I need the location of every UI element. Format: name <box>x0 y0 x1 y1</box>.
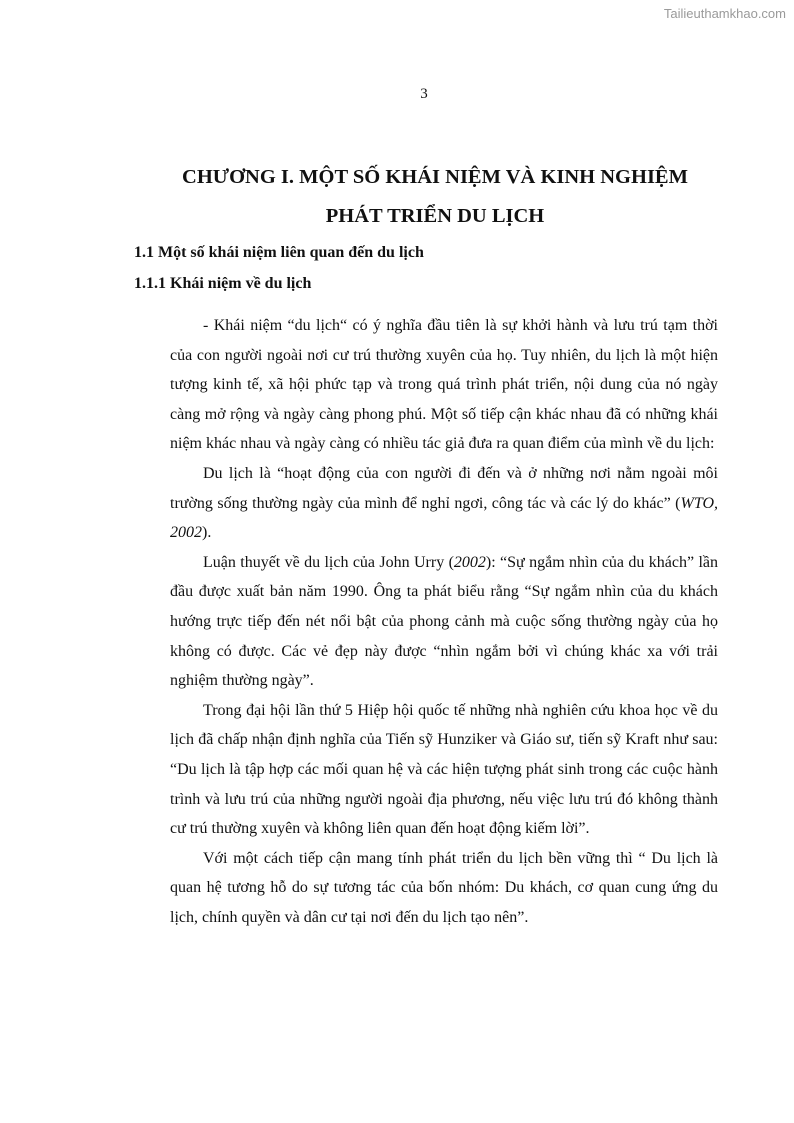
paragraph-3-rest: ): “Sự ngắm nhìn của du khách” lần đầu được xuất bản năm 1990. Ông ta phát biểu rằng “Sự ngắm nhìn của du khách hướng trực tiếp đến nét nổi bật của phong cảnh mà cuộc sống thường ngày của họ không có được. Các vẻ đẹp này được “nhìn ngắm bởi vì chúng khác xa với trải nghiệm thường ngày”. <box>170 553 718 690</box>
chapter-title <box>120 158 750 236</box>
paragraph-2-citation: WTO, 2002 <box>170 494 718 542</box>
page-number: 3 <box>420 86 428 102</box>
paragraph-4: Trong đại hội lần thứ 5 Hiệp hội quốc tế những nhà nghiên cứu khoa học về du lịch đã chấp nhận định nghĩa của Tiến sỹ Hunziker và Giáo sư, tiến sỹ Kraft như sau: “Du lịch là tập hợp các mối quan hệ và các hiện tượng phát sinh trong các cuộc hành trình và lưu trú của những người ngoài địa phương, nếu việc lưu trú đó không thành cư trú thường xuyên và không liên quan đến hoạt động kiếm lời”. <box>170 701 718 838</box>
paragraph-3-start: Luận thuyết về du lịch của John Urry ( <box>203 553 454 571</box>
paragraph-2-text: Du lịch là “hoạt động của con người đi đến và ở những nơi nằm ngoài môi trường sống thường ngày của mình để nghỉ ngơi, công tác và các lý do khác” ( <box>170 464 718 512</box>
paragraph-3-year: 2002 <box>453 553 486 571</box>
chapter-title-line-1: CHƯƠNG I. MỘT SỐ KHÁI NIỆM VÀ KINH NGHIỆM <box>182 166 688 188</box>
paragraph-2 <box>170 459 718 548</box>
paragraph-2-end: ). <box>202 524 212 542</box>
subsection-heading: 1.1.1 Khái niệm về du lịch <box>134 275 312 292</box>
section-heading: 1.1 Một số khái niệm liên quan đến du lịch <box>134 244 424 261</box>
chapter-title-line-2: PHÁT TRIỂN DU LỊCH <box>325 205 545 227</box>
paragraph-1: - Khái niệm “du lịch“ có ý nghĩa đầu tiên là sự khởi hành và lưu trú tạm thời của con người ngoài nơi cư trú thường xuyên của họ. Tuy nhiên, du lịch là một hiện tượng kinh tế, xã hội phức tạp và trong quá trình phát triển, nội dung của nó ngày càng mở rộng và ngày càng phong phú. Một số tiếp cận khác nhau đã có những khái niệm khác nhau và ngày càng có nhiều tác giả đưa ra quan điểm của mình về du lịch: <box>170 317 718 453</box>
paragraph-3 <box>170 548 718 696</box>
paragraph-5: Với một cách tiếp cận mang tính phát triển du lịch bền vững thì “ Du lịch là quan hệ tương hỗ do sự tương tác của bốn nhóm: Du khách, cơ quan cung ứng du lịch, chính quyền và dân cư tại nơi đến du lịch tạo nên”. <box>170 849 718 926</box>
watermark: Tailieuthamkhao.com <box>663 6 786 21</box>
body-text <box>170 311 718 932</box>
